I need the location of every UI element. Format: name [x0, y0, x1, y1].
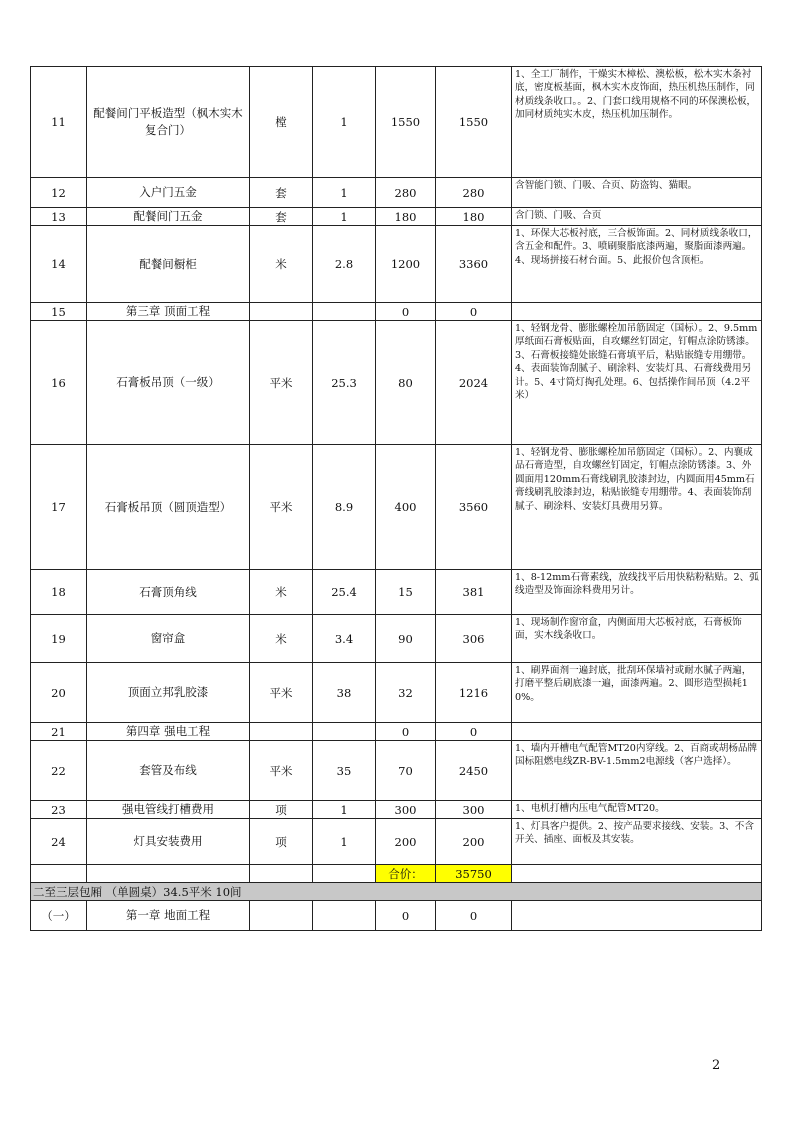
- item-unit-price: 0: [376, 303, 436, 321]
- table-row: [31, 663, 762, 723]
- item-unit-price: 0: [376, 723, 436, 741]
- table-row: [31, 445, 762, 570]
- item-unit-price: 180: [376, 208, 436, 226]
- item-unit: [250, 303, 313, 321]
- item-quantity: [313, 723, 376, 741]
- item-description: 1、轻钢龙骨、膨胀螺栓加吊筋固定（国标）。2、内襄成品石膏造型，自攻螺丝钉固定，钉帽点涂防锈漆。3、外圆面用120mm石膏线刷乳胶漆封边，内圆面用45mm石膏线刷乳胶漆封边，粘贴嵌缝专用绷带。4、表面装饰刮腻子、刷涂料、安装灯具费用另算。: [512, 445, 762, 570]
- item-unit: 米: [250, 570, 313, 615]
- item-unit: 套: [250, 208, 313, 226]
- table-row: [31, 226, 762, 303]
- item-total: 0: [436, 303, 512, 321]
- item-unit-price: 1550: [376, 67, 436, 178]
- item-unit-price: 80: [376, 321, 436, 445]
- item-name: 套管及布线: [87, 741, 250, 801]
- item-name: 石膏顶角线: [87, 570, 250, 615]
- item-number: 23: [31, 801, 87, 819]
- item-quantity: 8.9: [313, 445, 376, 570]
- item-description: 1、轻钢龙骨、膨胀螺栓加吊筋固定（国标）。2、9.5mm厚纸面石膏板贴面，自攻螺丝钉固定，钉帽点涂防锈漆。3、石膏板接缝处嵌缝石膏填平后，粘贴嵌缝专用绷带。4、表面装饰刮腻子、刷涂料、安装灯具、石膏线费用另计。5、4寸筒灯掏孔处理。6、包括操作间吊顶（4.2平米）: [512, 321, 762, 445]
- table-row: [31, 819, 762, 865]
- item-total: 2450: [436, 741, 512, 801]
- item-name: 配餐间橱柜: [87, 226, 250, 303]
- chapter-title: 第四章 强电工程: [87, 723, 250, 741]
- section-title: 二至三层包厢 （单圆桌）34.5平米 10间: [31, 883, 762, 901]
- table-row: [31, 741, 762, 801]
- item-quantity: 1: [313, 801, 376, 819]
- item-unit: 平米: [250, 445, 313, 570]
- item-number: 22: [31, 741, 87, 801]
- item-name: 窗帘盒: [87, 615, 250, 663]
- item-description: 1、墙内开槽电气配管MT20内穿线。2、百商或胡杨品牌国标阻燃电线ZR-BV-1.5mm2电源线（客户选择）。: [512, 741, 762, 801]
- item-unit: [250, 723, 313, 741]
- item-total: 280: [436, 178, 512, 208]
- item-description: 1、全工厂制作，干燥实木樟松、澳松板，松木实木条衬底，密度板基面，枫木实木皮饰面，热压机热压制作，同材质线条收口。。2、门套口线用规格不同的环保澳松板，加同材质纯实木皮，热压机加压制作。: [512, 67, 762, 178]
- item-unit-price: 15: [376, 570, 436, 615]
- total-value: 35750: [436, 865, 512, 883]
- item-total: 0: [436, 901, 512, 931]
- item-quantity: [313, 303, 376, 321]
- item-number: 18: [31, 570, 87, 615]
- item-quantity: 2.8: [313, 226, 376, 303]
- table-row: [31, 570, 762, 615]
- item-unit: 套: [250, 178, 313, 208]
- item-total: 1216: [436, 663, 512, 723]
- item-number: 14: [31, 226, 87, 303]
- item-unit-price: 200: [376, 819, 436, 865]
- item-unit: 樘: [250, 67, 313, 178]
- item-number: 16: [31, 321, 87, 445]
- item-quantity: 1: [313, 208, 376, 226]
- chapter-row: [31, 723, 762, 741]
- item-description: 含智能门锁、门吸、合页、防盗钩、猫眼。: [512, 178, 762, 208]
- item-unit: 项: [250, 819, 313, 865]
- item-name: 入户门五金: [87, 178, 250, 208]
- table-row: [31, 67, 762, 178]
- chapter-title: 第三章 顶面工程: [87, 303, 250, 321]
- item-description: [512, 303, 762, 321]
- chapter-row: [31, 901, 762, 931]
- item-total: 3360: [436, 226, 512, 303]
- item-name: 配餐间门平板造型（枫木实木复合门）: [87, 67, 250, 178]
- item-quantity: 25.3: [313, 321, 376, 445]
- item-name: 强电管线打槽费用: [87, 801, 250, 819]
- item-total: 2024: [436, 321, 512, 445]
- item-number: 11: [31, 67, 87, 178]
- item-total: 3560: [436, 445, 512, 570]
- item-unit: 项: [250, 801, 313, 819]
- table-row: [31, 178, 762, 208]
- item-number: 15: [31, 303, 87, 321]
- item-description: [512, 901, 762, 931]
- item-unit-price: 300: [376, 801, 436, 819]
- item-description: 1、8-12mm石膏素线，放线找平后用快粘粉粘贴。2、弧线造型及饰面涂料费用另计。: [512, 570, 762, 615]
- item-total: 180: [436, 208, 512, 226]
- item-name: 石膏板吊顶（圆顶造型）: [87, 445, 250, 570]
- item-total: 0: [436, 723, 512, 741]
- item-description: 1、环保大芯板衬底，三合板饰面。2、同材质线条收口，含五金和配件。3、喷刷聚脂底漆两遍，聚脂面漆两遍。4、现场拼接石材台面。5、此报价包含顶柜。: [512, 226, 762, 303]
- item-unit: 米: [250, 615, 313, 663]
- item-quantity: 1: [313, 819, 376, 865]
- item-name: 配餐间门五金: [87, 208, 250, 226]
- item-unit-price: 70: [376, 741, 436, 801]
- item-number: 12: [31, 178, 87, 208]
- item-quantity: 38: [313, 663, 376, 723]
- item-total: 300: [436, 801, 512, 819]
- item-unit: 平米: [250, 663, 313, 723]
- item-unit-price: 32: [376, 663, 436, 723]
- item-quantity: 1: [313, 178, 376, 208]
- item-description: 含门锁、门吸、合页: [512, 208, 762, 226]
- total-row: [31, 865, 762, 883]
- page-number: 2: [712, 1058, 721, 1073]
- table-row: [31, 615, 762, 663]
- item-name: 石膏板吊顶（一级）: [87, 321, 250, 445]
- item-description: 1、刷界面剂一遍封底，批刮环保墙衬或耐水腻子两遍，打磨平整后刷底漆一遍，面漆两遍。2、圆形造型损耗10%。: [512, 663, 762, 723]
- total-label: 合价：: [376, 865, 436, 883]
- item-quantity: 1: [313, 67, 376, 178]
- item-total: 1550: [436, 67, 512, 178]
- chapter-title: 第一章 地面工程: [87, 901, 250, 931]
- item-unit: 平米: [250, 741, 313, 801]
- item-number: 20: [31, 663, 87, 723]
- item-unit-price: 0: [376, 901, 436, 931]
- item-description: 1、现场制作窗帘盒，内侧面用大芯板衬底，石膏板饰面，实木线条收口。: [512, 615, 762, 663]
- item-unit: 米: [250, 226, 313, 303]
- table-row: [31, 208, 762, 226]
- quotation-table: [30, 66, 762, 931]
- item-quantity: [313, 901, 376, 931]
- item-name: 灯具安装费用: [87, 819, 250, 865]
- table-row: [31, 801, 762, 819]
- item-number: 19: [31, 615, 87, 663]
- item-quantity: 35: [313, 741, 376, 801]
- item-quantity: 25.4: [313, 570, 376, 615]
- item-unit-price: 1200: [376, 226, 436, 303]
- item-quantity: 3.4: [313, 615, 376, 663]
- item-unit: [250, 901, 313, 931]
- item-total: 200: [436, 819, 512, 865]
- item-total: 306: [436, 615, 512, 663]
- chapter-row: [31, 303, 762, 321]
- section-header-row: [31, 883, 762, 901]
- item-number: 13: [31, 208, 87, 226]
- item-unit-price: 90: [376, 615, 436, 663]
- item-name: 顶面立邦乳胶漆: [87, 663, 250, 723]
- item-number: （一）: [31, 901, 87, 931]
- item-description: 1、电机打槽内压电气配管MT20。: [512, 801, 762, 819]
- item-unit: 平米: [250, 321, 313, 445]
- item-unit-price: 400: [376, 445, 436, 570]
- table-row: [31, 321, 762, 445]
- item-number: 24: [31, 819, 87, 865]
- item-unit-price: 280: [376, 178, 436, 208]
- item-total: 381: [436, 570, 512, 615]
- item-number: 17: [31, 445, 87, 570]
- item-description: [512, 723, 762, 741]
- item-number: 21: [31, 723, 87, 741]
- item-description: 1、灯具客户提供。2、按产品要求接线、安装。3、不含开关、插座、面板及其安装。: [512, 819, 762, 865]
